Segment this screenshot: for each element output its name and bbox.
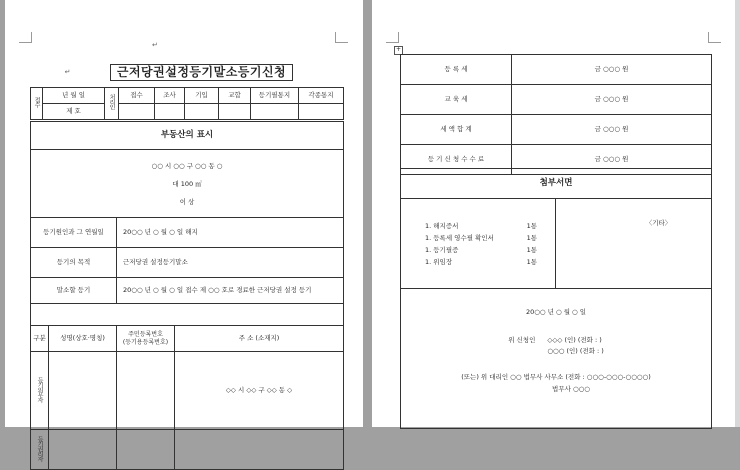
obligor-label: 등기의무자 xyxy=(31,352,49,430)
proc-col-4: 등기필통지 xyxy=(251,87,299,103)
other-attachments: 〈기타〉 xyxy=(556,199,712,289)
fee-value: 금 ○○○ 원 xyxy=(512,85,712,115)
obligee-label: 등기권리자 xyxy=(31,430,49,470)
party-name-header: 성명(상호·명칭) xyxy=(49,326,117,352)
attachment-list: 1. 해지증서 1통 1. 등록세 영수필 확인서 1통 1. 등기필증 1통 1. 위임장 1통 xyxy=(401,199,556,289)
processor-label: 처리인 xyxy=(105,87,119,119)
proc-col-0: 접수 xyxy=(119,87,155,103)
fee-value: 금 ○○○ 원 xyxy=(512,115,712,145)
agent-name: 법무사 ○○○ xyxy=(552,385,590,393)
proc-col-3: 교합 xyxy=(219,87,251,103)
proc-col-5: 각종통지 xyxy=(299,87,344,103)
fee-table xyxy=(400,54,712,175)
receipt-date: 년 월 일 xyxy=(43,87,105,103)
section-title: 부동산의 표시 xyxy=(31,122,344,150)
cause-label: 등기원인과 그 연월일 xyxy=(31,218,117,248)
fee-value: 금 ○○○ 원 xyxy=(512,145,712,175)
applicant-2: ○○○ (인) (전화 : ) xyxy=(547,347,604,355)
form-title: 근저당권설정등기말소등기신청 xyxy=(110,64,293,81)
scrollbar[interactable] xyxy=(735,0,740,427)
applicant-label: 위 신청인 xyxy=(508,336,536,344)
attachments-table xyxy=(400,168,712,429)
document-page-1 xyxy=(5,0,363,461)
header-table: ↵ 근저당권설정등기말소등기신청 접수 년 월 일 처리인 접수 조사 기입 교합 등기필통지 각종통지 제 호 xyxy=(30,59,344,120)
receipt-number: 제 호 xyxy=(43,103,105,119)
crop-mark-tl xyxy=(386,32,399,43)
fee-label: 세 액 합 계 xyxy=(401,115,512,145)
party-id-header: 주민등록번호 (등기용등록번호) xyxy=(117,326,175,352)
property-description: ○○ 시 ○○ 구 ○○ 동 ○ 대 100 ㎡ 이 상 xyxy=(31,150,344,218)
fee-label: 등 기 신 청 수 수 료 xyxy=(401,145,512,175)
proc-col-1: 조사 xyxy=(155,87,185,103)
agent-line: (또는) 위 대리인 ○○ 법무사 사무소 (전화 : ○○○-○○○-○○○○) xyxy=(461,373,651,381)
obligor-address: ◇◇ 시 ◇◇ 구 ◇◇ 동 ◇ xyxy=(175,352,344,430)
signature-block xyxy=(401,289,712,429)
fee-value: 금 ○○○ 원 xyxy=(512,55,712,85)
cancel-value: 20○○ 년 ○ 월 ○ 일 접수 제 ○○ 호로 경료한 근저당권 설정 등기 xyxy=(117,278,344,304)
crop-mark-tr xyxy=(335,32,348,43)
receipt-label: 접수 xyxy=(31,87,43,119)
purpose-label: 등기의 목적 xyxy=(31,248,117,278)
party-gubun-header: 구분 xyxy=(31,326,49,352)
cancel-label: 말소할 등기 xyxy=(31,278,117,304)
party-address-header: 주 소 (소재지) xyxy=(175,326,344,352)
purpose-value: 근저당권 설정등기말소 xyxy=(117,248,344,278)
attachments-title: 첨부서면 xyxy=(401,169,712,199)
crop-mark-tl xyxy=(19,32,32,43)
cause-value: 20○○ 년 ○ 월 ○ 일 해지 xyxy=(117,218,344,248)
proc-col-2: 기입 xyxy=(185,87,219,103)
applicant-1: ◇◇◇ (인) (전화 : ) xyxy=(547,336,602,344)
fee-label: 교 육 세 xyxy=(401,85,512,115)
paragraph-mark: ↵ xyxy=(152,41,158,49)
document-page-2 xyxy=(372,0,735,427)
fee-label: 등 록 세 xyxy=(401,55,512,85)
main-table xyxy=(30,121,344,470)
table-move-handle-icon[interactable]: + xyxy=(395,46,402,53)
application-date: 20○○ 년 ○ 월 ○ 일 xyxy=(525,308,587,316)
crop-mark-tr xyxy=(708,32,721,43)
